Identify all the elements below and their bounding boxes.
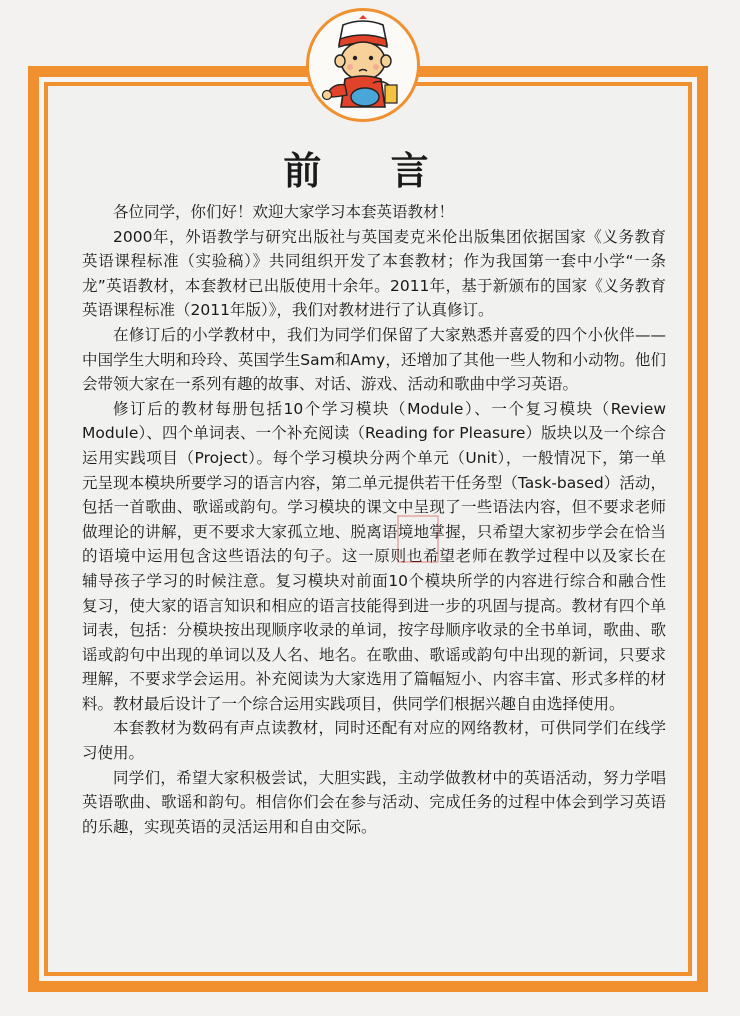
paragraph-line: 元呈现本模块所要学习的语言内容，第二单元提供若干任务型（Task-based）活动， [82,473,666,492]
paragraph-line: 2000年，外语教学与研究出版社与英国麦克米伦出版集团依据国家《义务教育 [113,227,666,246]
mascot-illustration [306,8,420,122]
paragraph-line: 辅导孩子学习的时候注意。复习模块对前面10个模块所学的内容进行综合和融合性 [82,571,666,590]
paragraph [82,200,666,225]
paragraph-line: 运用实践项目（Project）。每个学习模块分两个单元（Unit），一般情况下，第一单 [82,448,666,467]
paragraph [82,397,666,717]
paragraph-line: 英语课程标准（实验稿）》共同组织开发了本套教材；作为我国第一套中小学“一条 [82,252,666,271]
paragraph-line: 做理论的讲解，更不要求大家孤立地、脱离语境地掌握，只希望大家初步学会在恰当 [82,522,666,541]
mascot-boy-icon [309,11,417,119]
paragraph-line: 龙”英语教材，本套教材已出版使用十余年。2011年，基于新颁布的国家《义务教育 [82,276,666,295]
paragraph-line: 的乐趣，实现英语的灵活运用和自由交际。 [82,817,377,836]
preface-body [82,200,666,839]
paragraph [82,716,666,765]
paragraph-line: 复习，使大家的语言知识和相应的语言技能得到进一步的巩固与提高。教材有四个单 [82,596,666,615]
paragraph-line: 本套教材为数码有声点读教材，同时还配有对应的网络教材，可供同学们在线学 [113,719,666,738]
paragraph [82,766,666,840]
paragraph-line: 的语境中运用包含这些语法的句子。这一原则也希望老师在教学过程中以及家长在 [82,547,666,566]
paragraph-line: 各位同学，你们好！欢迎大家学习本套英语教材！ [113,203,455,221]
paragraph-line: 理解，不要求学会运用。补充阅读为大家选用了篇幅短小、内容丰富、形式多样的材 [82,670,666,689]
paragraph-line: 同学们，希望大家积极尝试，大胆实践，主动学做教材中的英语活动，努力学唱 [113,768,666,787]
paragraph [82,323,666,397]
paragraph-line: 习使用。 [82,744,145,763]
page-title: 前 言 [283,148,457,193]
paragraph-line: 包括一首歌曲、歌谣或韵句。学习模块的课文中呈现了一些语法内容，但不要求老师 [82,498,666,517]
paragraph-line: 中国学生大明和玲玲、英国学生Sam和Amy，还增加了其他一些人物和小动物。他们 [82,350,666,369]
paragraph-line: 英语课程标准（2011年版）》，我们对教材进行了认真修订。 [82,301,494,320]
paragraph [82,225,666,323]
paragraph-line: 英语歌曲、歌谣和韵句。相信你们会在参与活动、完成任务的过程中体会到学习英语 [82,793,666,812]
paragraph-line: 在修订后的小学教材中，我们为同学们保留了大家熟悉并喜爱的四个小伙伴—— [113,325,666,344]
paragraph-line: 谣或韵句中出现的单词以及人名、地名。在歌曲、歌谣或韵句中出现的新词，只要求 [82,645,666,664]
paragraph-line: 料。教材最后设计了一个综合运用实践项目，供同学们根据兴趣自由选择使用。 [82,694,625,713]
paragraph-line: 修订后的教材每册包括10个学习模块（Module）、一个复习模块（Review [113,399,666,418]
paragraph-line: 会带领大家在一系列有趣的故事、对话、游戏、活动和歌曲中学习英语。 [82,375,579,394]
paragraph-line: Module）、四个单词表、一个补充阅读（Reading for Pleasure）版块以及一个综合 [82,424,666,443]
paragraph-line: 词表，包括：分模块按出现顺序收录的单词，按字母顺序收录的全书单词，歌曲、歌 [82,621,666,640]
